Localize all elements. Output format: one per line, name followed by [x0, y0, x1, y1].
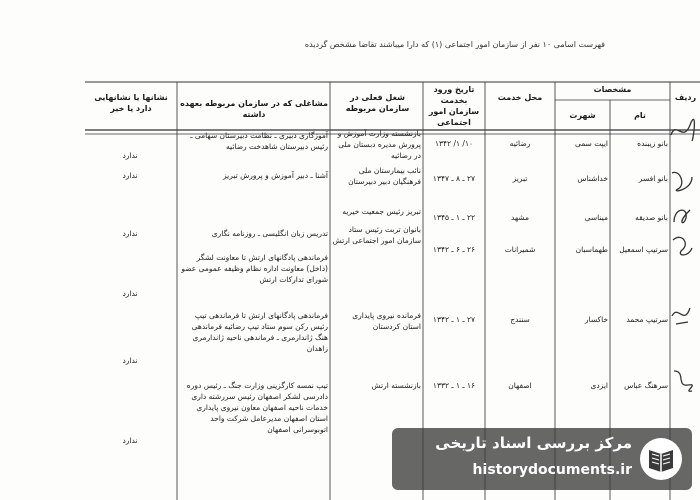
row2-current: نائب بیمارستان ملی فرهنگیان دبیر دبیرستان — [348, 166, 421, 186]
row4-decoration: ندارد — [122, 289, 138, 298]
row6-current: بازنشسته ارتش — [371, 381, 421, 390]
row5-date: ۲۷ ـ ۱ ـ ۱۳۴۲ — [432, 315, 476, 324]
row2-decoration: ندارد — [122, 171, 138, 180]
row6-decoration: ندارد — [122, 436, 138, 445]
row3-fame: میناسی — [584, 213, 608, 222]
watermark-title: مرکز بررسی اسناد تاریخی — [435, 434, 632, 452]
header-entry-date: تاریخ ورود بخدمت سازمان امور اجتماعی — [428, 85, 480, 127]
watermark-banner — [392, 428, 692, 490]
row1-decoration: ندارد — [122, 151, 138, 160]
watermark-url: historydocuments.ir — [472, 462, 632, 478]
row1-fame: ایپت سمی — [574, 139, 608, 148]
row3-other: تدریس زبان انگلیسی ـ روزنامه نگاری — [211, 229, 328, 238]
row4-date: ۲۶ ـ ۶ ـ ۱۳۴۲ — [432, 245, 476, 254]
header-other-jobs: مشاغلی که در سازمان مربوطه بعهده داشته — [180, 99, 328, 119]
handwritten-mark-3 — [668, 200, 696, 230]
row2-place: تبریز — [512, 174, 528, 183]
header-row-label: ردیف — [674, 93, 697, 102]
header-current-job: شغل فعلی در سازمان مربوطه — [345, 93, 410, 113]
handwritten-mark-4 — [668, 230, 696, 260]
row5-fame: خاکسار — [584, 315, 608, 324]
row1-date: ۱۰/ ۱/ ۱۳۴۲ — [434, 139, 474, 148]
row4-name: سرتیپ اسمعیل — [619, 245, 668, 254]
header-specs: مشخصات — [593, 85, 632, 94]
row5-decoration: ندارد — [122, 356, 138, 365]
document-title: فهرست اسامی ۱۰ نفر از سازمان امور اجتماعی (۱) که دارا میباشند تقاضا مشخص گردیده — [304, 40, 605, 49]
row3-current: تبریز رئیس جمعیت خیریه — [342, 207, 421, 216]
row5-other: فرماندهی پادگانهای ارتش تا فرماندهی تیپ رئیس رکن سوم ستاد تیپ رضائیه فرماندهی هنگ ژاندارمری ـ فرماندهی ناحیه ژاندارمری زاهدان — [191, 311, 328, 353]
row6-name: سرهنگ عباس — [624, 381, 668, 390]
row6-other: تیپ نمسه کارگزینی وزارت جنگ ـ رئیس دوره دادرسی لشکر اصفهان رئیس سررشته داری خدمات ناحیه اصفهان معاون نیروی پایداری استان اصفهان مدیرعامل شرکت واحد اتوبوسرانی اصفهان — [186, 381, 328, 434]
header-decorations: نشانها یا نشانهایی دارد یا خیر — [94, 93, 168, 113]
handwritten-mark-6 — [668, 365, 696, 395]
row2-other: آشنا ـ دبیر آموزش و پرورش تبریز — [223, 171, 328, 180]
row5-place: سنندج — [510, 315, 530, 324]
row4-other: فرماندهی پادگانهای ارتش تا معاونت لشگر (داخل) معاونت اداره نظام وظیفه عمومی عضو شورای تدارکات ارتش — [181, 253, 328, 284]
row4-place: شمیرانات — [504, 245, 536, 254]
row4-fame: طهماسبان — [575, 245, 608, 254]
header-name: نام — [634, 111, 646, 120]
row3-name: بانو صدیقه — [635, 213, 668, 222]
row2-fame: خداشناس — [577, 174, 608, 183]
row6-fame: ایزدی — [590, 381, 608, 390]
book-logo-icon — [638, 436, 684, 482]
row1-current: بازنشسته وزارت آموزش و پرورش مدیره دبستان ملی در رضائیه — [337, 129, 421, 160]
row2-date: ۲۷ ـ ۸ ـ ۱۳۴۷ — [432, 174, 476, 183]
row3-place: مشهد — [510, 213, 530, 222]
row3-date: ۲۲ ـ ۱ ـ ۱۳۴۵ — [432, 213, 476, 222]
handwritten-mark-5 — [668, 300, 696, 330]
row1-place: رضائیه — [509, 139, 531, 148]
handwritten-mark-1 — [668, 115, 696, 145]
header-birthplace: محل خدمت — [497, 93, 543, 102]
row4-current: بانوان تربت رئیس ستاد سازمان امور اجتماعی ارتش — [332, 225, 421, 245]
row2-name: بانو افسر — [638, 174, 668, 183]
handwritten-mark-2 — [668, 165, 696, 195]
header-fame: شهرت — [569, 111, 596, 120]
row1-other: آموزگاری دبیری ـ نظامت دبیرستان سهامی ـ رئیس دبیرستان شاهدخت رضائیه — [190, 131, 328, 151]
row1-name: بانو زیبنده — [637, 139, 668, 148]
row6-date: ۱۶ ـ ۱ ـ ۱۳۳۲ — [432, 381, 476, 390]
row3-decoration: ندارد — [122, 229, 138, 238]
row5-current: فرمانده نیروی پایداری استان کردستان — [352, 311, 421, 331]
row5-name: سرتیپ محمد — [626, 315, 668, 324]
row6-place: اصفهان — [508, 381, 532, 390]
